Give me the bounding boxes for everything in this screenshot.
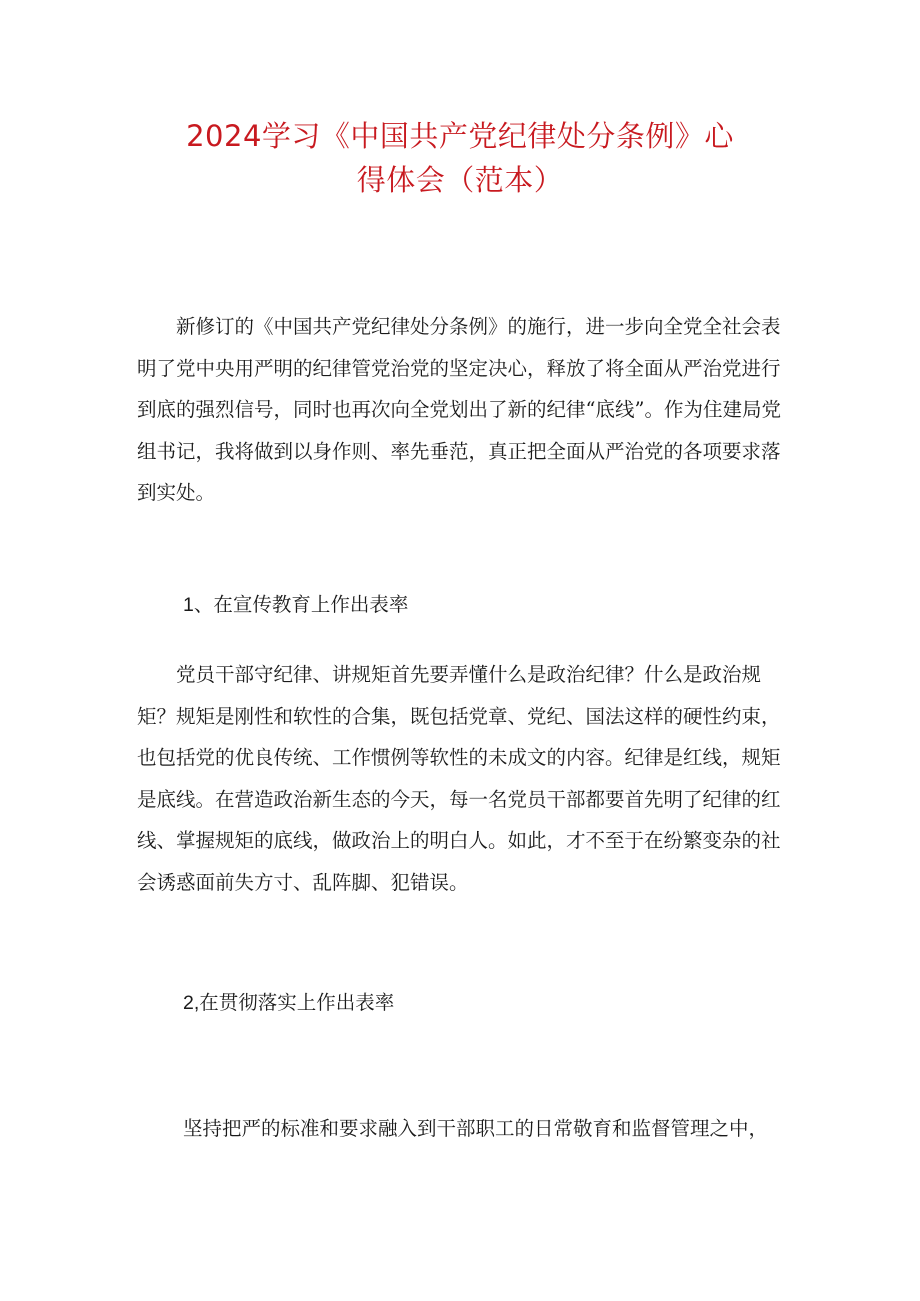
section-heading-2 [183,982,394,1025]
intro-paragraph: 新修订的《中国共产党纪律处分条例》的施行，进一步向全党全社会表明了党中央用严明的纪律管党治党的坚定决心，释放了将全面从严治党进行到底的强烈信号，同时也再次向全党划出了新的纪律“底线”。作为住建局党组书记，我将做到以身作则、率先垂范，真正把全面从严治党的各项要求落到实处。 [137,315,781,504]
section-2-paragraph: 坚持把严的标准和要求融入到干部职工的日常敬育和监督管理之中， [183,1117,769,1140]
document-title-line-1: 2024学习《中国共产党纪律处分条例》心 [186,119,734,153]
document-title-line-2: 得体会（范本） [356,163,564,197]
section-heading-1-text: 在宣传教育上作出表率 [213,593,409,616]
section-heading-1-number: 1、 [183,594,214,616]
section-1-paragraph: 党员干部守纪律、讲规矩首先要弄懂什么是政治纪律？什么是政治规矩？规矩是刚性和软性的合集，既包括党章、党纪、国法这样的硬性约束，也包括党的优良传统、工作惯例等软性的未成文的内容。纪律是红线，规矩是底线。在营造政治新生态的今天，每一名党员干部都要首先明了纪律的红线、掌握规矩的底线，做政治上的明白人。如此，才不至于在纷繁变杂的社会诱惑面前失方寸、乱阵脚、犯错误。 [137,663,781,894]
section-heading-2-number: 2, [183,992,200,1014]
section-heading-2-text: 在贯彻落实上作出表率 [199,991,395,1014]
section-heading-1 [183,584,408,627]
